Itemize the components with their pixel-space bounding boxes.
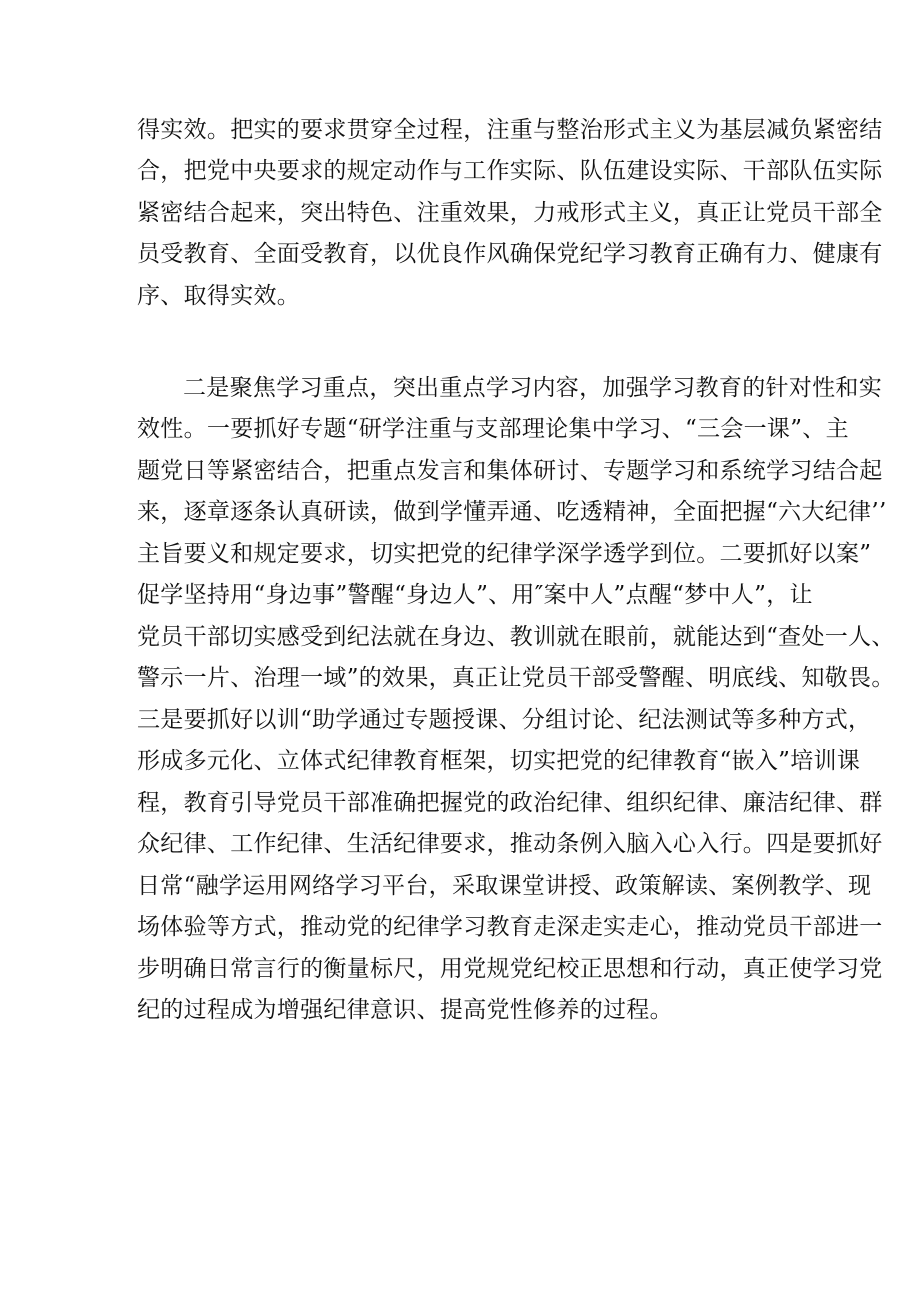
paragraph-line: 场体验等方式，推动党的纪律学习教育走深走实走心，推动党员干部进一 (137, 914, 883, 940)
paragraph-line: 党员干部切实感受到纪法就在身边、教训就在眼前，就能达到“查处一人、 (137, 624, 895, 650)
paragraph-line: 警示一片、治理一域”的效果，真正让党员干部受警醒、明底线、知敬畏。 (137, 665, 895, 691)
paragraph-line: 得实效。把实的要求贯穿全过程，注重与整治形式主义为基层减负紧密结 (137, 117, 883, 143)
paragraph-line: 步明确日常言行的衡量标尺，用党规党纪校正思想和行动，真正使学习党 (137, 956, 883, 982)
paragraph-line: 二是聚焦学习重点，突出重点学习内容，加强学习教育的针对性和实 (183, 375, 882, 401)
paragraph-line: 形成多元化、立体式纪律教育框架，切实把党的纪律教育“嵌入”培训课 (137, 748, 861, 774)
paragraph-line: 日常“融学运用网络学习平台，采取课堂讲授、政策解读、案例教学、现 (137, 873, 872, 899)
paragraph-line: 促学坚持用“身边事”警醒“身边人”、用″案中人”点醒“梦中人”，让 (137, 582, 813, 608)
paragraph-line: 员受教育、全面受教育，以优良作风确保党纪学习教育正确有力、健康有 (137, 241, 883, 267)
paragraph-line: 程，教育引导党员干部准确把握党的政治纪律、组织纪律、廉洁纪律、群 (137, 790, 883, 816)
paragraph-line: 纪的过程成为增强纪律意识、提高党性修养的过程。 (137, 997, 673, 1023)
paragraph-line: 众纪律、工作纪律、生活纪律要求，推动条例入脑入心入行。四是要抓好 (137, 831, 883, 857)
paragraph-line: 合，把党中央要求的规定动作与工作实际、队伍建设实际、干部队伍实际 (137, 158, 883, 184)
paragraph-line: 紧密结合起来，突出特色、注重效果，力戒形式主义，真正让党员干部全 (137, 200, 883, 226)
paragraph-line: 主旨要义和规定要求，切实把党的纪律学深学透学到位。二要抓好以案” (137, 541, 872, 567)
paragraph-line: 来，逐章逐条认真研读，做到学懂弄通、吃透精神，全面把握“六大纪律’’ (137, 499, 887, 525)
paragraph-line: 效性。一要抓好专题“研学注重与支部理论集中学习、“三会一课”、主 (137, 416, 849, 442)
paragraph-line: 序、取得实效。 (137, 283, 301, 309)
paragraph-line: 题党日等紧密结合，把重点发言和集体研讨、专题学习和系统学习结合起 (137, 458, 883, 484)
paragraph-line: 三是要抓好以训“助学通过专题授课、分组讨论、纪法测试等多种方式， (137, 707, 872, 733)
